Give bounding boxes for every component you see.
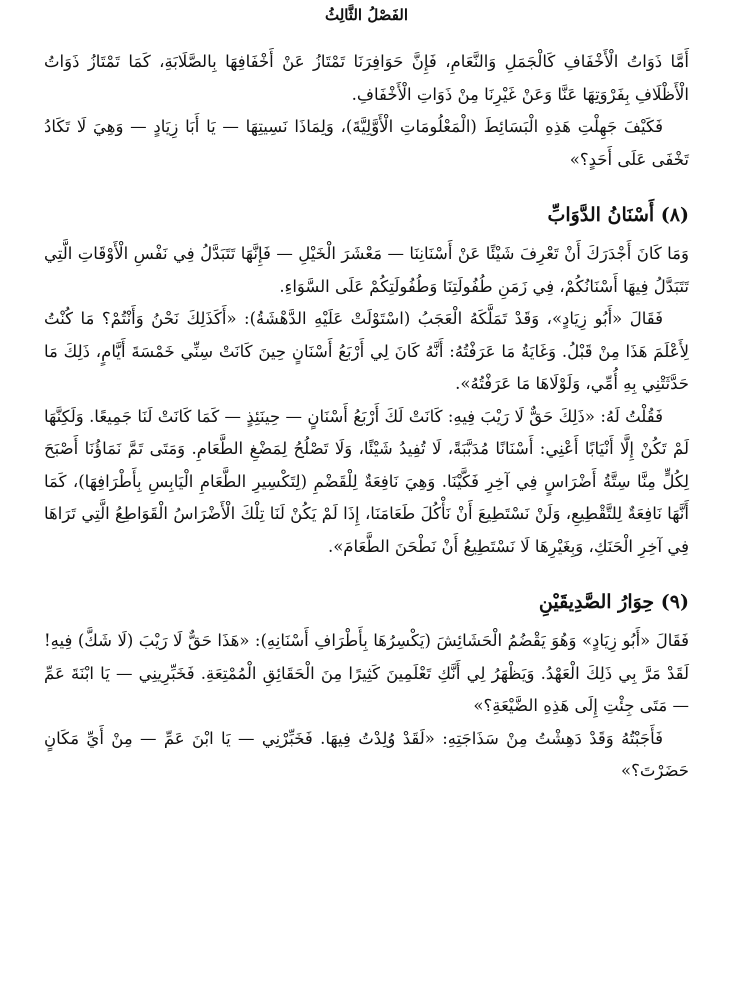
intro-paragraph-1: أَمَّا ذَوَاتُ الْأَخْفَافِ كَالْجَمَلِ وَالنَّعَامِ، فَإِنَّ حَوَافِرَنَا تَمْتَازُ عَنْ أَخْفَافِهَا بِالصَّلَابَةِ، كَمَا تَمْتَازُ ذَوَاتُ الْأَظْلَافِ بِفَرْوَتِهَا عَنَّا وَعَنْ غَيْرِنَا مِنْ ذَوَاتِ الْأَخْفَافِ. (44, 52, 689, 104)
section-8-paragraph-1: وَمَا كَانَ أَجْدَرَكَ أَنْ تَعْرِفَ شَيْئًا عَنْ أَسْنَانِنَا — مَعْشَرَ الْخَيْلِ — فَإِنَّهَا تَتَبَدَّلُ فِي نَفْسِ الْأَوْقَاتِ الَّتِي تَتَبَدَّلُ فِيهَا أَسْنَانُكُمْ، فِي زَمَنِ طُفُولَتِنَا وَطُفُولَتِكُمْ عَلَى السَّوَاءِ. (44, 244, 689, 296)
section-8-paragraph-2: فَقَالَ «أَبُو زِيَادٍ»، وَقَدْ تَمَلَّكَهُ الْعَجَبُ (اسْتَوْلَتْ عَلَيْهِ الدَّهْشَةُ): «أَكَذَلِكَ نَحْنُ وَأَنْتُمْ؟ مَا كُنْتُ لِأَعْلَمَ هَذَا مِنْ قَبْلُ. وَغَايَةُ مَا عَرَفْتُهُ: أَنَّهُ كَانَ لِي أَرْبَعُ أَسْنَانٍ حِينَ كَانَتْ سِنِّي خَمْسَةَ أَيَّامٍ، ذَلِكَ مَا حَدَّثَتْنِي بِهِ أُمِّي، وَلَوْلَاهَا مَا عَرَفْتُهُ». (44, 309, 689, 393)
intro-paragraph-2: فَكَيْفَ جَهِلْتِ هَذِهِ الْبَسَائِطَ (الْمَعْلُومَاتِ الْأَوَّلِيَّةَ)، وَلِمَاذَا نَسِيتِهَا — يَا أَبَا زِيَادٍ — وَهِيَ لَا تَكَادُ تَخْفَى عَلَى أَحَدٍ؟» (44, 117, 689, 169)
running-chapter-title: الفَصْلُ الثَّالِثُ (324, 6, 409, 24)
section-9-paragraph-1: فَقَالَ «أَبُو زِيَادٍ» وَهُوَ يَقْضُمُ الْحَشَائِشَ (يَكْسِرُهَا بِأَطْرَافِ أَسْنَانِهِ): «هَذَا حَقٌّ لَا رَيْبَ (لَا شَكَّ) فِيهِ! لَقَدْ مَرَّ بِي ذَلِكَ الْعَهْدُ. وَيَظْهَرُ لِي أَنَّكِ تَعْلَمِينَ كَثِيرًا مِنَ الْحَقَائِقِ الْمُمْتِعَةِ. فَخَبِّرِينِي — يَا ابْنَةَ عَمِّ — مَتَى جِئْتِ إِلَى هَذِهِ الضَّيْعَةِ؟» (44, 631, 689, 715)
section-9-title: (٩) حِوَارُ الصَّدِيقَيْنِ (538, 591, 689, 613)
section-8-title: (٨) أَسْنَانُ الدَّوَابِّ (547, 204, 689, 226)
section-8-paragraph-3: فَقُلْتُ لَهُ: «ذَلِكَ حَقٌّ لَا رَيْبَ فِيهِ: كَانَتْ لَكَ أَرْبَعُ أَسْنَانٍ — حِينَئِذٍ — كَمَا كَانَتْ لَنَا جَمِيعًا. وَلَكِنَّهَا لَمْ تَكُنْ إِلَّا أَنْيَابًا أَعْنِي: أَسْنَانًا مُدَبَّبَةً، لَا تُفِيدُ شَيْئًا، وَلَا تَصْلُحُ لِمَضْغِ الطَّعَامِ. وَمَتَى تَمَّ نَمَاؤُنَا أَصْبَحَ لِكُلٍّ مِنَّا سِتَّةُ أَضْرَاسٍ فِي آخِرِ فَكَّيْنَا. وَهِيَ نَافِعَةٌ لِلْقَضْمِ (لِتَكْسِيرِ الطَّعَامِ الْيَابِسِ بِأَطْرَافِهَا)، كَمَا أَنَّهَا نَافِعَةٌ لِلتَّقْطِيعِ، وَلَنْ نَسْتَطِيعَ أَنْ نَأْكُلَ طَعَامَنَا، إِذَا لَمْ يَكُنْ لَنَا تِلْكَ الْأَضْرَاسُ الْقَوَاطِعُ الَّتِي تَرَاهَا فِي آخِرِ الْحَنَكِ، وَبِغَيْرِهَا لَا نَسْتَطِيعُ أَنْ نَطْحَنَ الطَّعَامَ». (44, 406, 689, 556)
section-9-paragraph-2: فَأَجَبْتُهُ وَقَدْ دَهِشْتُ مِنْ سَذَاجَتِهِ: «لَقَدْ وُلِدْتُ فِيهَا. فَخَبِّرْنِي — يَا ابْنَ عَمِّ — مِنْ أَيِّ مَكَانٍ حَضَرْتَ؟» (44, 728, 689, 780)
